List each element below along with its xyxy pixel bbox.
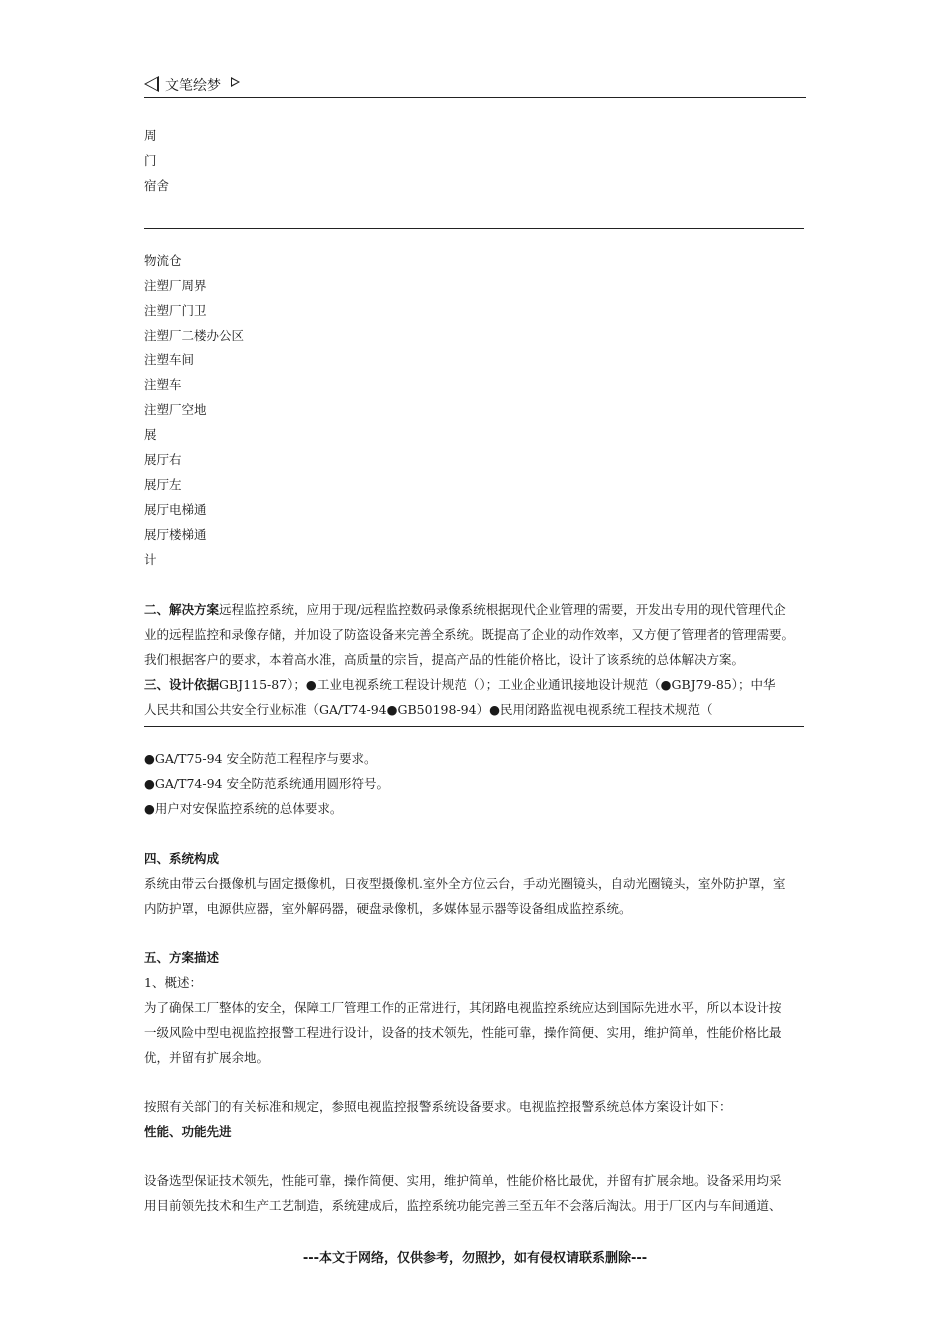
standard-item: ●GA/T74-94 安全防范系统通用圆形符号。 <box>144 776 389 791</box>
list-item: 物流仓 <box>144 253 182 268</box>
section3-title: 三、设计依据 <box>144 677 220 692</box>
performance-line2: 用目前领先技术和生产工艺制造，系统建成后，监控系统功能完善三至五年不会落后淘汰。用于厂区内与车间通道、 <box>144 1198 782 1213</box>
section3-line2: 人民共和国公共安全行业标准（GA/T74-94●GB50198-94）●民用闭路监视电视系统工程技术规范（ <box>144 702 713 717</box>
list-item: 展 <box>144 427 157 442</box>
section3-text: GBJ115-87）；●工业电视系统工程设计规范（）；工业企业通讯接地设计规范（●GBJ79-85）；中华 <box>219 677 776 692</box>
section-rule <box>144 726 804 727</box>
list-item: 注塑厂二楼办公区 <box>144 328 245 343</box>
section4-title: 四、系统构成 <box>144 851 220 866</box>
section5-sub1: 1、概述： <box>144 975 202 990</box>
section2-title: 二、解决方案 <box>144 602 220 617</box>
right-triangle-icon <box>231 77 240 87</box>
section2-text: 远程监控系统，应用于现/远程监控数码录像系统根据现代企业管理的需要，开发出专用的现代管理代企 <box>219 602 786 617</box>
list-item: 展厅电梯通 <box>144 502 207 517</box>
standards-line: 按照有关部门的有关标准和规定，参照电视监控报警系统设备要求。电视监控报警系统总体方案设计如下： <box>144 1099 732 1114</box>
standard-item: ●用户对安保监控系统的总体要求。 <box>144 801 343 816</box>
header-brand: 文笔绘梦 <box>165 78 221 94</box>
list-item: 展厅右 <box>144 452 182 467</box>
section5-title: 五、方案描述 <box>144 950 220 965</box>
list-item: 展厅左 <box>144 477 182 492</box>
overview-line2: 一级风险中型电视监控报警工程进行设计，设备的技术领先，性能可靠，操作简便、实用，维护简单，性能价格比最 <box>144 1025 782 1040</box>
list-item: 门 <box>144 153 157 168</box>
performance-line1: 设备选型保证技术领先，性能可靠，操作简便、实用，维护简单，性能价格比最优，并留有扩展余地。设备采用均采 <box>144 1173 782 1188</box>
page-footer: ---本文于网络，仅供参考，勿照抄，如有侵权请联系删除--- <box>302 1251 648 1266</box>
left-triangle-icon <box>144 76 159 92</box>
list-item: 注塑厂周界 <box>144 278 207 293</box>
list-item: 注塑车 <box>144 377 182 392</box>
section-rule <box>144 228 804 229</box>
header-rule <box>144 97 806 98</box>
section2-line1 <box>144 601 786 619</box>
list-item: 注塑厂空地 <box>144 402 207 417</box>
overview-line1: 为了确保工厂整体的安全，保障工厂管理工作的正常进行，其闭路电视监控系统应达到国际先进水平，所以本设计按 <box>144 1000 782 1015</box>
list-item: 注塑厂门卫 <box>144 303 207 318</box>
section4-line1: 系统由带云台摄像机与固定摄像机，日夜型摄像机.室外全方位云台，手动光圈镜头，自动光圈镜头，室外防护罩，室 <box>144 876 786 891</box>
section4-line2: 内防护罩，电源供应器，室外解码器，硬盘录像机，多媒体显示器等设备组成监控系统。 <box>144 901 632 916</box>
page-header <box>144 74 806 96</box>
overview-line3: 优，并留有扩展余地。 <box>144 1050 270 1065</box>
standard-item: ●GA/T75-94 安全防范工程程序与要求。 <box>144 751 377 766</box>
list-item: 注塑车间 <box>144 352 195 367</box>
performance-title: 性能、功能先进 <box>144 1124 232 1139</box>
list-item: 计 <box>144 552 157 567</box>
section3-line1 <box>144 676 775 694</box>
list-item: 周 <box>144 128 157 143</box>
list-item: 宿舍 <box>144 178 170 193</box>
section2-line3: 我们根据客户的要求，本着高水准，高质量的宗旨，提高产品的性能价格比，设计了该系统的总体解决方案。 <box>144 652 745 667</box>
list-item: 展厅楼梯通 <box>144 527 207 542</box>
section2-line2: 业的远程监控和录像存储，并加设了防盗设备来完善全系统。既提高了企业的动作效率，又方便了管理者的管理需要。 <box>144 627 795 642</box>
